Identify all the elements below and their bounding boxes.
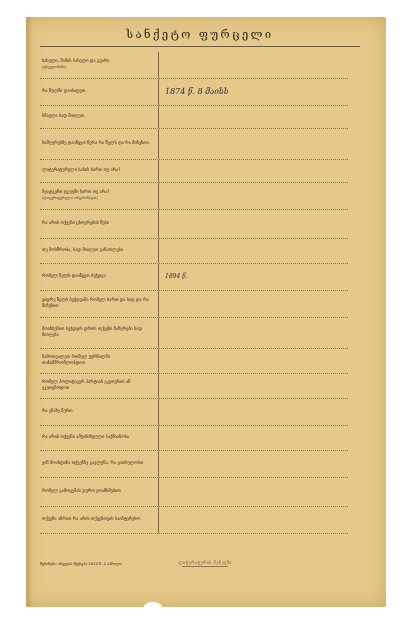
form-row [40,318,348,349]
question-text: ჩამოთვალეთ რომელ ჟურნალში თანამშრომლობდით [42,355,110,366]
question-label [40,426,158,450]
question-text: მოიხსენით ბეჭდვის დროს თქვენი ნაწერები სად მიიღება [42,327,142,338]
handwritten-answer [158,399,348,425]
question-text: ლიტერატურული სახის ხართ თუ არა? [42,168,121,174]
title-rule [40,46,360,47]
form-row [40,426,348,451]
handwritten-answer [158,106,348,128]
handwritten-answer [158,374,348,398]
form-row [40,129,348,160]
question-label [40,160,158,182]
question-text: სიმღერებზე დაიწყეთ წერა რა წელს და რა მიზეზით. [42,141,151,147]
form-row [40,264,348,291]
handwritten-answer [158,349,348,373]
form-row [40,239,348,264]
question-text: თუ მოსწრობა, სად მიიღეთ განათლება [42,248,124,254]
form-row [40,210,348,239]
question-label [40,349,158,373]
form-row [40,349,348,374]
handwritten-answer [158,52,348,78]
question-label [40,451,158,477]
question-label [40,318,158,348]
form-row [40,478,348,507]
handwritten-answer [158,426,348,450]
stamp-label: ლიტერატურის მუზეუმი [178,559,232,565]
paper-tear [144,602,162,612]
question-text: სწავლა სად მიიღეთ. [42,114,86,120]
question-text: რა არის თქვენი ამჟამინდელი საქმიანობა [42,435,129,441]
question-text: რა წელში დაიბადეთ. [42,89,87,95]
question-text: ვინ მოახდინა თქვენზე გავლენა, რა კითხულობთ [42,461,144,467]
handwritten-answer [158,239,348,263]
question-label [40,507,158,533]
form-row [40,291,348,318]
question-text: რომელ წელს დაიწყეთ ბეჭდვა [42,274,106,280]
questionnaire-form [40,52,348,534]
question-label [40,478,158,506]
question-label [40,210,158,238]
handwritten-answer [158,264,348,290]
question-subtext: (ფსევდონიმი) [42,65,67,69]
question-label [40,374,158,398]
form-row [40,106,348,129]
question-text: შეადგენთ ჯგუფში ხართ თუ არა? [42,190,110,196]
paper-edge [26,17,32,607]
handwritten-answer [158,451,348,477]
question-text: სახელი, მამის სახელი და გვარი [42,59,110,65]
answer-text: 1874 წ. 8 მაისს [165,87,229,96]
question-label [40,129,158,159]
form-row [40,183,348,210]
handwritten-answer [158,183,348,209]
question-text: რა ენაზე წერთ [42,409,73,415]
question-text: ვიდრე წელს ბეჭდვაში რომელ ხართ და სად და რა მიზეზით [42,298,149,309]
archive-stamp [176,556,234,570]
question-text: თქვენი აზრით რა არის თქვენთვის საინტერესო [42,517,140,523]
stamp-line [182,566,228,567]
question-label [40,106,158,128]
handwritten-answer [158,478,348,506]
handwritten-answer [158,79,348,105]
question-label [40,399,158,425]
form-row [40,507,348,534]
question-label [40,291,158,317]
answer-text: 1894 წ. [165,273,188,280]
question-text: რა არის თქვენი ცხოვრების წესი [42,221,110,227]
document-title: სანქეტო ფურცელი [126,28,274,41]
form-row [40,451,348,478]
handwritten-answer [158,291,348,317]
question-label [40,183,158,209]
form-row [40,374,348,399]
handwritten-answer [158,318,348,348]
question-label [40,79,158,105]
question-subtext: (ლიტერატურული ორგანიზაცია) [42,196,98,200]
form-row [40,399,348,426]
form-row [40,79,348,106]
handwritten-answer [158,210,348,238]
question-label [40,264,158,290]
question-text: რომელ პოლიტიკურ პარტიას ეკუთვნით ან ეკუთვნოდით [42,380,131,391]
form-row [40,160,348,183]
question-label [40,239,158,263]
question-text: რომელ გამოცემას უფრო ეთანხმებით [42,489,121,495]
handwritten-answer [158,160,348,182]
handwritten-answer [158,507,348,533]
question-label [40,52,158,78]
form-row [40,52,348,79]
footer-note: შენიშვნა: ანკეტის შევსება 1912 წ. 2 აპრილი [40,561,123,566]
handwritten-answer [158,129,348,159]
